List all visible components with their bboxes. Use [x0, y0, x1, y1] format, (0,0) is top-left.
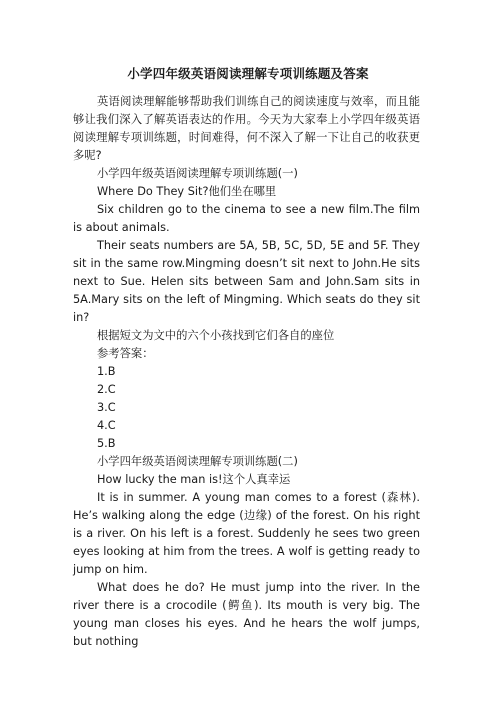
section-2-paragraph: What does he do? He must jump into the river. In the river there is a crocodile (鳄鱼). Its mouth is very big. The young man closes his eyes. And he hears the wolf jumps, but nothing	[73, 581, 420, 648]
section-1-instruction: 根据短文为文中的六个小孩找到它们各自的座位	[97, 329, 335, 342]
answer-item: 3.C	[97, 401, 116, 414]
answer-item: 2.C	[97, 383, 116, 396]
answer-item: 5.B	[97, 437, 116, 450]
answer-item: 1.B	[97, 365, 116, 378]
document-title: 小学四年级英语阅读理解专项训练题及答案	[127, 66, 369, 81]
section-2-story-title: How lucky the man is!这个人真幸运	[97, 473, 291, 486]
section-1-paragraph: Six children go to the cinema to see a new film.The film is about animals.	[73, 203, 420, 234]
section-2-heading: 小学四年级英语阅读理解专项训练题(二)	[97, 455, 298, 468]
section-1-paragraph: Their seats numbers are 5A, 5B, 5C, 5D, 5E and 5F. They sit in the same row.Mingming doesn’t sit next to John.He sits next to Sue. Helen sits between Sam and John.Sam sits in 5A.Mary sits on the left of Mingming. Which seats do they sit in?	[73, 239, 420, 324]
document-body	[73, 93, 420, 651]
section-1-story-title: Where Do They Sit?他们坐在哪里	[97, 185, 277, 198]
intro-paragraph: 英语阅读理解能够帮助我们训练自己的阅读速度与效率，而且能够让我们深入了解英语表达的作用。今天为大家奉上小学四年级英语阅读理解专项训练题，时间难得，何不深入了解一下让自己的收获更多呢?	[73, 95, 420, 162]
answer-label: 参考答案：	[97, 347, 154, 360]
section-1-heading: 小学四年级英语阅读理解专项训练题(一)	[97, 167, 298, 180]
answer-item: 4.C	[97, 419, 116, 432]
section-2-paragraph: It is in summer. A young man comes to a forest (森林). He’s walking along the edge (边缘) of the forest. On his right is a river. On his left is a forest. Suddenly he sees two green eyes looking at him from the trees. A wolf is getting ready to jump on him.	[73, 491, 420, 576]
